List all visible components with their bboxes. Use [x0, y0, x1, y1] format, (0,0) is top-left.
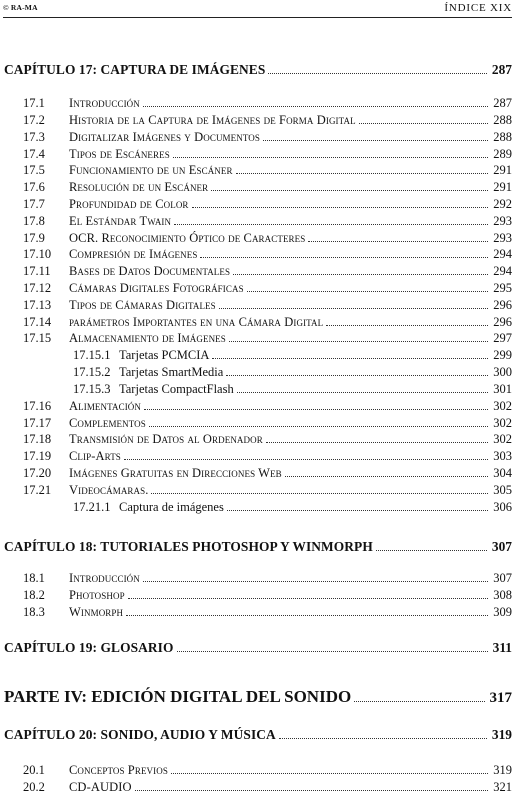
entry-number: 18.1 [23, 571, 45, 585]
page-number: 293 [493, 214, 512, 228]
entry-title: Introducción [69, 96, 140, 110]
entry-number: 17.6 [23, 180, 45, 194]
dot-leader [151, 493, 488, 494]
page-number: 287 [491, 62, 512, 77]
dot-leader [173, 157, 488, 158]
page-number: 297 [493, 331, 512, 345]
entry-title: Funcionamiento de un Escáner [69, 163, 233, 177]
dot-leader [263, 140, 488, 141]
page-number: 294 [493, 264, 512, 278]
page-number: 304 [493, 466, 512, 480]
entry-title: PARTE IV: EDICIÓN DIGITAL DEL SONIDO [4, 687, 352, 706]
page-number: 301 [493, 382, 512, 396]
dot-leader [126, 615, 488, 616]
entry-title: parámetros Importantes en una Cámara Digital [69, 315, 324, 329]
publisher-mark: © RA-MA [3, 3, 38, 12]
dot-leader [376, 550, 487, 551]
dot-leader [236, 173, 489, 174]
dot-leader [128, 598, 489, 599]
dot-leader [171, 773, 488, 774]
subsection-entry[interactable] [73, 347, 512, 363]
page-number: 311 [492, 640, 512, 655]
dot-leader [308, 241, 488, 242]
entry-number: 17.15.3 [73, 382, 111, 396]
section-entry[interactable] [23, 482, 512, 498]
entry-title: Photoshop [69, 588, 125, 602]
entry-title: CD-AUDIO [69, 780, 132, 794]
entry-title: Tarjetas CompactFlash [119, 382, 234, 396]
section-entry[interactable] [23, 297, 512, 313]
dot-leader [143, 581, 488, 582]
entry-title: Videocámaras. [69, 483, 149, 497]
entry-title: CAPÍTULO 19: GLOSARIO [4, 640, 174, 655]
page-number: 294 [493, 247, 512, 261]
entry-number: 17.8 [23, 214, 45, 228]
section-entry[interactable] [23, 314, 512, 330]
section-entry[interactable] [23, 179, 512, 195]
page-number: 307 [493, 571, 512, 585]
entry-title: Tarjetas PCMCIA [119, 348, 210, 362]
page-number: 319 [493, 763, 512, 777]
page-number: 300 [493, 365, 512, 379]
page-number: 305 [493, 483, 512, 497]
dot-leader [268, 73, 487, 74]
page-header [3, 3, 512, 17]
entry-title: Alimentación [69, 399, 141, 413]
entry-number: 18.3 [23, 605, 45, 619]
entry-number: 17.5 [23, 163, 45, 177]
entry-title: OCR. Reconocimiento Óptico de Caracteres [69, 231, 306, 245]
entry-title: Compresión de Imágenes [69, 247, 198, 261]
entry-number: 17.15.2 [73, 365, 111, 379]
entry-number: 17.12 [23, 281, 52, 295]
entry-number: 17.2 [23, 113, 45, 127]
running-title: ÍNDICE XIX [444, 2, 512, 14]
entry-title: Historia de la Captura de Imágenes de Forma Digital [69, 113, 356, 127]
section-entry[interactable] [23, 280, 512, 296]
entry-number: 17.15 [23, 331, 52, 345]
entry-title: Resolución de un Escáner [69, 180, 209, 194]
entry-number: 18.2 [23, 588, 45, 602]
entry-title: Tarjetas SmartMedia [119, 365, 224, 379]
dot-leader [229, 341, 488, 342]
part-entry[interactable] [4, 687, 512, 707]
section-entry[interactable] [23, 246, 512, 262]
dot-leader [219, 308, 488, 309]
page-number: 303 [493, 449, 512, 463]
page-number: 291 [493, 163, 512, 177]
entry-number: 17.11 [23, 264, 51, 278]
page-number: 296 [493, 298, 512, 312]
dot-leader [326, 325, 488, 326]
entry-number: 20.2 [23, 780, 45, 794]
entry-number: 17.19 [23, 449, 52, 463]
page-number: 292 [493, 197, 512, 211]
entry-number: 17.4 [23, 147, 45, 161]
entry-number: 17.21 [23, 483, 52, 497]
section-entry[interactable] [23, 762, 512, 778]
section-entry[interactable] [23, 570, 512, 586]
dot-leader [226, 375, 488, 376]
section-entry[interactable] [23, 230, 512, 246]
entry-title: CAPÍTULO 17: CAPTURA DE IMÁGENES [4, 62, 266, 77]
dot-leader [124, 459, 488, 460]
chapter-entry[interactable] [4, 539, 512, 555]
dot-leader [247, 291, 489, 292]
section-entry[interactable] [23, 330, 512, 346]
entry-number: 17.16 [23, 399, 52, 413]
entry-number: 17.18 [23, 432, 52, 446]
dot-leader [135, 790, 489, 791]
page-number: 309 [493, 605, 512, 619]
dot-leader [237, 392, 489, 393]
page-number: 296 [493, 315, 512, 329]
dot-leader [144, 409, 488, 410]
entry-title: Imágenes Gratuitas en Direcciones Web [69, 466, 282, 480]
section-entry[interactable] [23, 604, 512, 620]
entry-title: CAPÍTULO 20: SONIDO, AUDIO Y MÚSICA [4, 727, 276, 742]
dot-leader [149, 426, 488, 427]
entry-number: 17.1 [23, 96, 45, 110]
entry-title: Almacenamiento de Imágenes [69, 331, 226, 345]
section-entry[interactable] [23, 95, 512, 111]
entry-title: Tipos de Cámaras Digitales [69, 298, 216, 312]
section-entry[interactable] [23, 263, 512, 279]
page-number: 307 [491, 539, 512, 554]
section-entry[interactable] [23, 129, 512, 145]
entry-title: Captura de imágenes [119, 500, 224, 514]
dot-leader [211, 190, 488, 191]
dot-leader [233, 274, 488, 275]
page-number: 302 [493, 399, 512, 413]
entry-number: 17.17 [23, 416, 52, 430]
page-number: 291 [493, 180, 512, 194]
page-number: 317 [489, 690, 512, 706]
entry-number: 17.21.1 [73, 500, 111, 514]
entry-number: 17.7 [23, 197, 45, 211]
dot-leader [279, 738, 487, 739]
section-entry[interactable] [23, 398, 512, 414]
entry-title: Conceptos Previos [69, 763, 168, 777]
dot-leader [177, 651, 488, 652]
section-entry[interactable] [23, 213, 512, 229]
section-entry[interactable] [23, 587, 512, 603]
subsection-entry[interactable] [73, 381, 512, 397]
entry-title: Clip-Arts [69, 449, 121, 463]
entry-title: Bases de Datos Documentales [69, 264, 231, 278]
entry-title: Introducción [69, 571, 140, 585]
section-entry[interactable] [23, 112, 512, 128]
page-number: 306 [493, 500, 512, 514]
entry-title: Digitalizar Imágenes y Documentos [69, 130, 260, 144]
page-number: 287 [493, 96, 512, 110]
dot-leader [212, 358, 488, 359]
section-entry[interactable] [23, 431, 512, 447]
header-rule [3, 17, 512, 18]
chapter-entry[interactable] [4, 727, 512, 743]
subsection-entry[interactable] [73, 364, 512, 380]
entry-title: Tipos de Escáneres [69, 147, 170, 161]
entry-number: 17.9 [23, 231, 45, 245]
dot-leader [227, 510, 488, 511]
entry-title: Complementos [69, 416, 146, 430]
entry-number: 17.20 [23, 466, 52, 480]
entry-number: 17.13 [23, 298, 52, 312]
section-entry[interactable] [23, 162, 512, 178]
section-entry[interactable] [23, 196, 512, 212]
section-entry[interactable] [23, 415, 512, 431]
dot-leader [266, 442, 488, 443]
page-number: 288 [493, 113, 512, 127]
section-entry[interactable] [23, 779, 512, 795]
chapter-entry[interactable] [4, 640, 512, 656]
page-number: 321 [493, 780, 512, 794]
dot-leader [174, 224, 488, 225]
page-number: 302 [493, 432, 512, 446]
entry-title: Cámaras Digitales Fotográficas [69, 281, 244, 295]
entry-number: 17.10 [23, 247, 52, 261]
page-number: 289 [493, 147, 512, 161]
page-number: 295 [493, 281, 512, 295]
entry-title: Transmisión de Datos al Ordenador [69, 432, 263, 446]
section-entry[interactable] [23, 146, 512, 162]
entry-number: 17.15.1 [73, 348, 111, 362]
subsection-entry[interactable] [73, 499, 512, 515]
dot-leader [192, 207, 489, 208]
page-number: 288 [493, 130, 512, 144]
page-number: 299 [493, 348, 512, 362]
entry-title: Winmorph [69, 605, 124, 619]
entry-number: 17.14 [23, 315, 52, 329]
section-entry[interactable] [23, 448, 512, 464]
dot-leader [200, 257, 488, 258]
dot-leader [354, 701, 484, 702]
entry-title: El Estándar Twain [69, 214, 172, 228]
entry-title: CAPÍTULO 18: TUTORIALES PHOTOSHOP Y WINMORPH [4, 539, 373, 554]
dot-leader [143, 106, 488, 107]
page-number: 302 [493, 416, 512, 430]
dot-leader [285, 476, 488, 477]
entry-number: 17.3 [23, 130, 45, 144]
entry-number: 20.1 [23, 763, 45, 777]
entry-title: Profundidad de Color [69, 197, 189, 211]
chapter-entry[interactable] [4, 62, 512, 78]
page-number: 293 [493, 231, 512, 245]
section-entry[interactable] [23, 465, 512, 481]
page-number: 308 [493, 588, 512, 602]
page-number: 319 [491, 727, 512, 742]
dot-leader [359, 123, 489, 124]
